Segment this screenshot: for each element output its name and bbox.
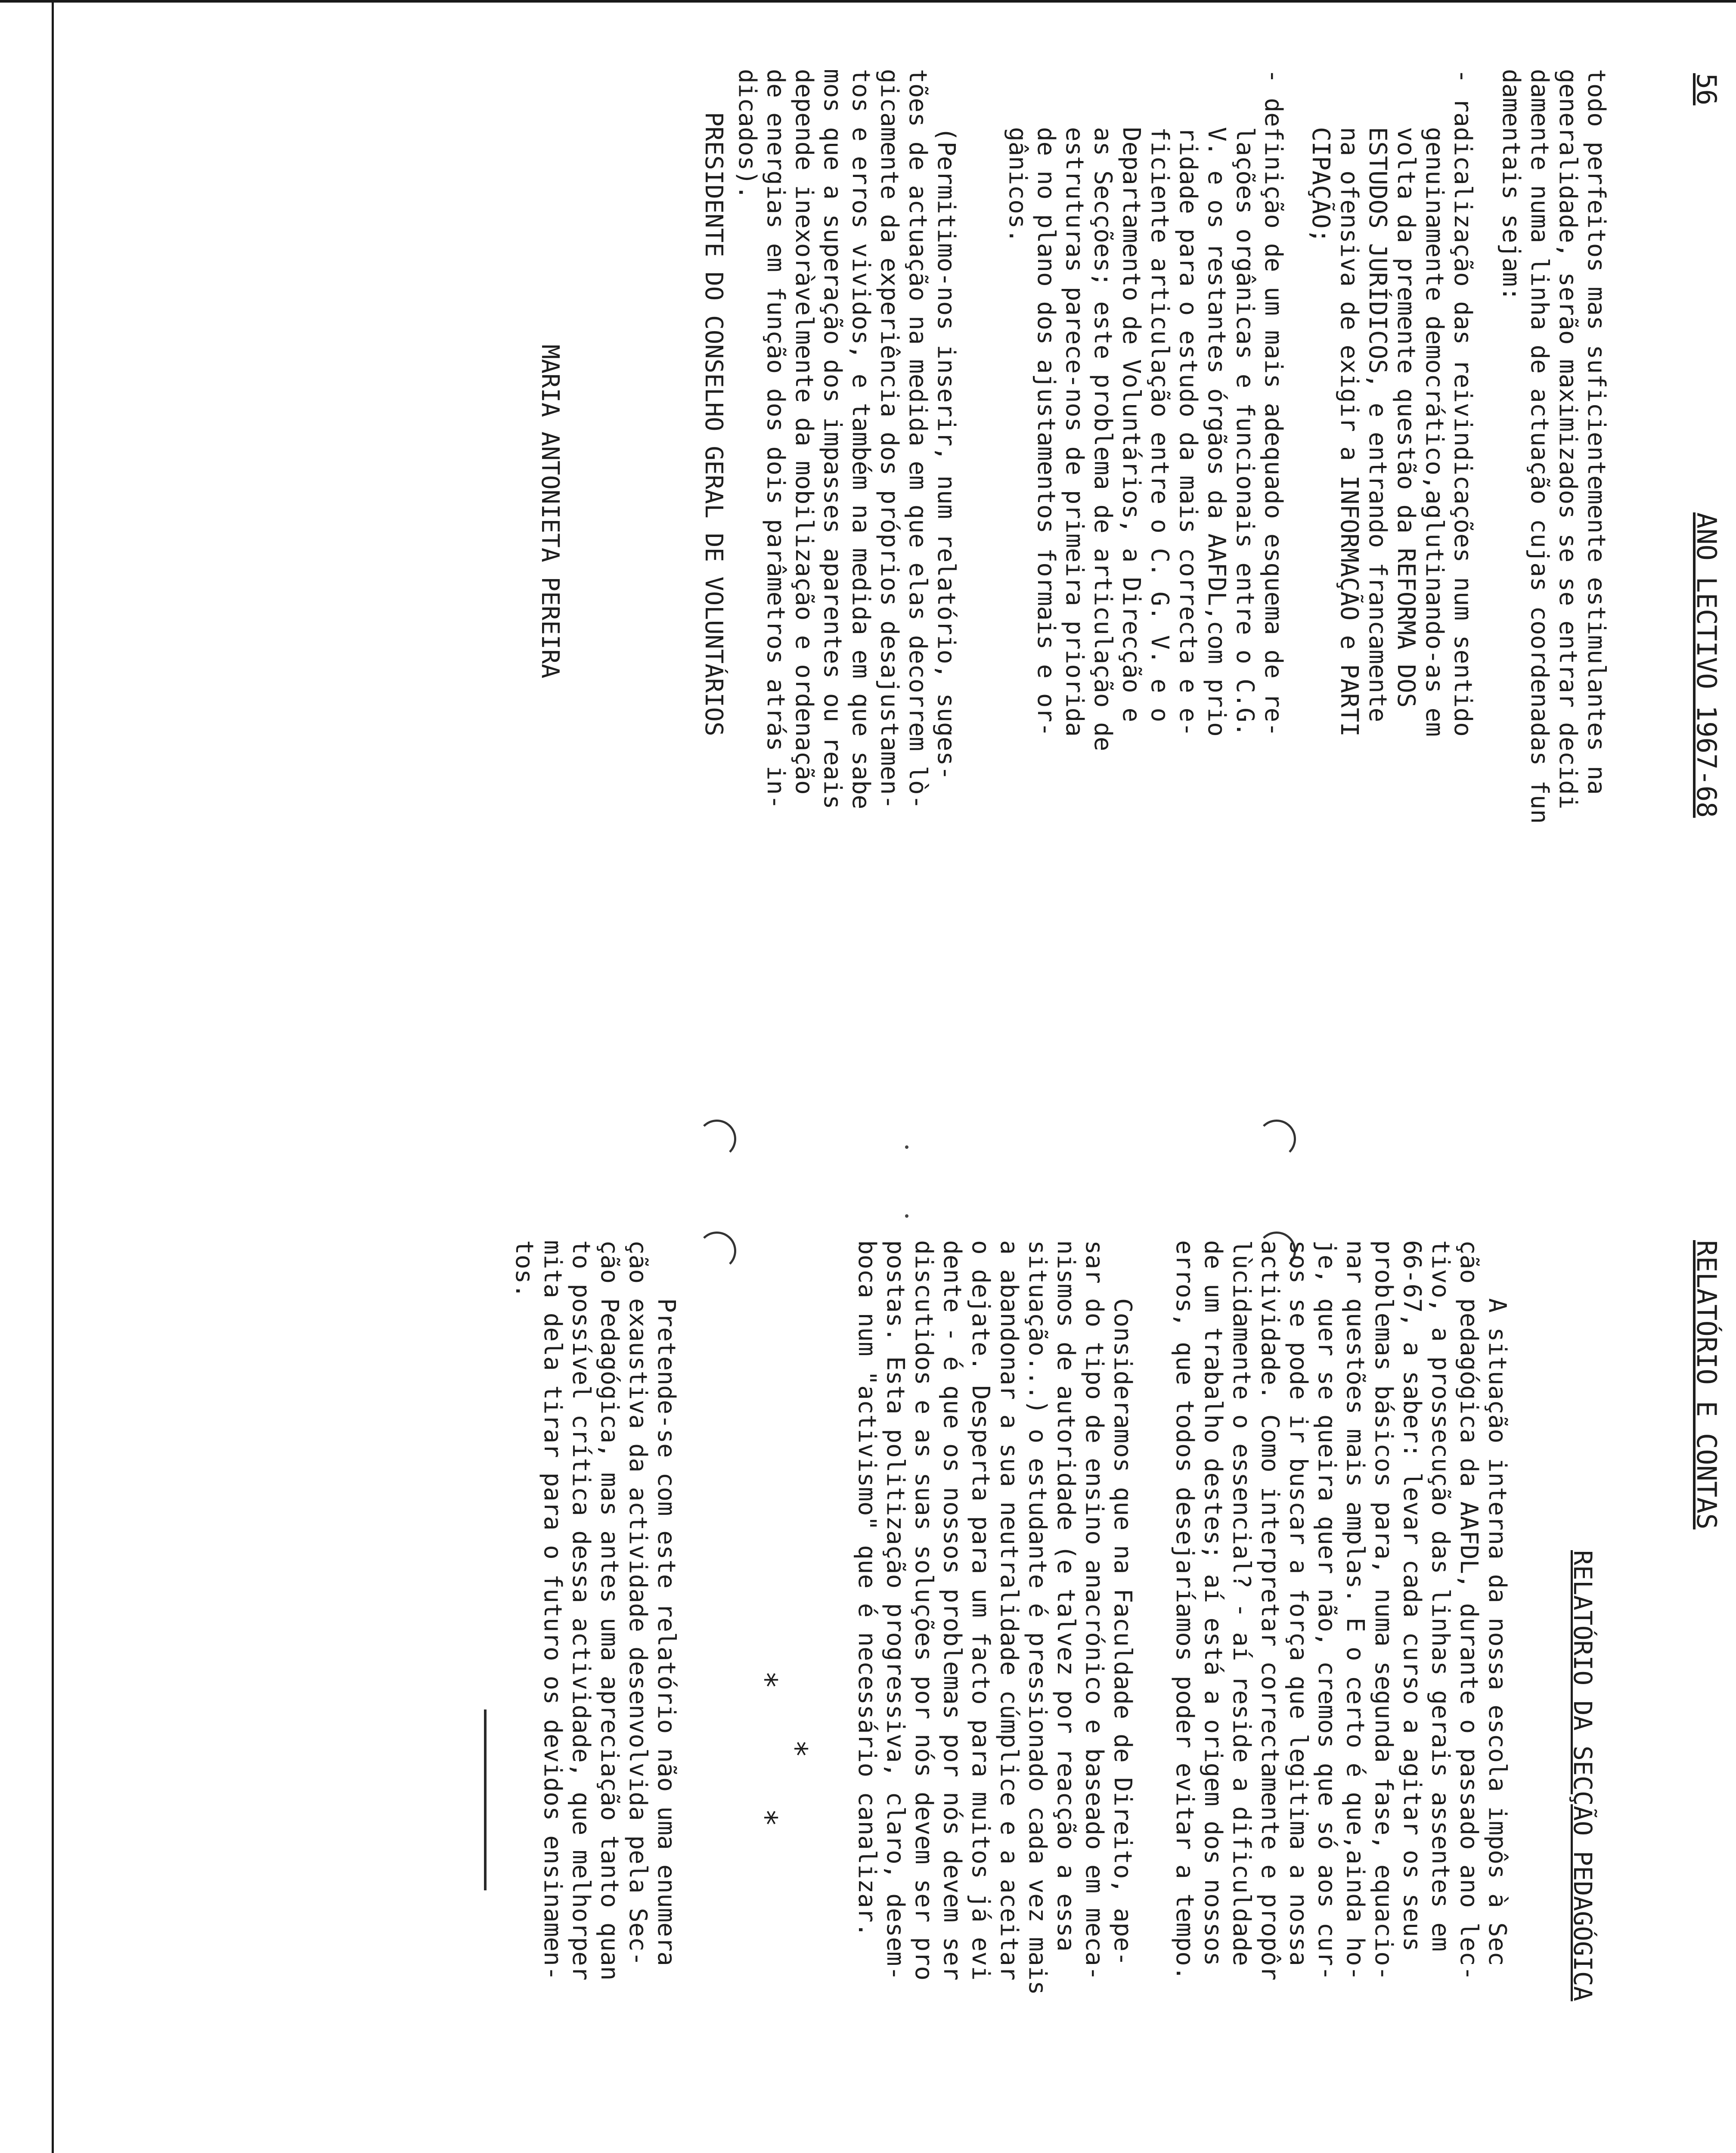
separator-star: *: [748, 1671, 784, 1689]
binding-hole-mark: [1257, 1120, 1296, 1158]
list-item-radicalization: - radicalização das reivindicações num sentido genuinamente democrático,aglutinando-as em volta da premente questão da REFORMA DOS ESTUDOS JURÍDICOS, e entrando francamente na ofensiva de exigir a INFORMAÇÃO e PARTI CIPAÇÃO;: [1307, 69, 1477, 737]
scanned-spread: [65, 17, 1727, 2153]
scan-speck: [905, 1145, 908, 1149]
page-header: [1675, 1214, 1727, 2153]
section-separator-stars: [748, 1671, 814, 1843]
scan-border-top: [0, 0, 1736, 3]
paragraph-note: (Permitimo-nos inserir, num relatório, suges- tões de actuação na medida em que elas decorrem lò- gicamente da experiência dos próprios desajustamen- tos e erros vividos, e também na medida em que sabe mos que a superação dos impasses aparentes ou reais depende inexoràvelmente da mobilização e ordenação de energias em função dos dois parâmetros atrás in- dicados).: [733, 69, 960, 810]
running-title: ANO LECTIVO 1967-68: [1691, 512, 1722, 818]
scan-border-left: [52, 0, 54, 2153]
page-number: 56: [1691, 73, 1722, 105]
paragraph-situation: A situação interna da nossa escola impôs à Sec ção pedagógica da AAFDL, durante o passado ano lec- tivo, a prossecução das linhas gerais assentes em 66-67, a saber: levar cada curso a agitar os seus problemas básicos para, numa segunda fase, equacio- nar questões mais amplas. E o certo é que,ainda ho- je, quer se queira quer não, cremos que só aos cur- sos se pode ir buscar a força que legitima a nossa actividade. Como interpretar correctamente e propôr lùcidamente o essencial? - aí reside a dificuldade de um trabalho destes; aí está a origem dos nossos erros, que todos desejaríamos poder evitar a tempo.: [1171, 1240, 1511, 1981]
separator-star: *: [748, 1809, 784, 1827]
page-57: [90, 1214, 1727, 2153]
signature-role: PRESIDENTE DO CONSELHO GERAL DE VOLUNTÁRIOS: [700, 112, 728, 736]
running-title: RELATÓRIO E CONTAS: [1691, 1240, 1722, 1529]
separator-star: *: [778, 1740, 814, 1758]
signature-name: MARIA ANTONIETA PEREIRA: [536, 344, 564, 679]
binding-hole-mark: [698, 1120, 736, 1158]
paragraph-intro: todo perfeitos mas suficientemente estimulantes na generalidade, serão maximizados se se entrar decidi damente numa linha de actuação cujas coordenadas fun damentais sejam:: [1497, 69, 1610, 824]
section-title: RELATÓRIO DA SECÇÃO PEDAGÓGICA: [1568, 1550, 1597, 2001]
list-item-definition: - definição de um mais adequado esquema de re- lações orgânicas e funcionais entre o C.G. V. e os restantes órgãos da AAFDL,com prio ridade para o estudo da mais correcta e e- ficiente articulação entre o C. G. V. e o Departamento de Voluntários, a Direcção e as Secções; este problema de articulação de estruturas parece-nos de primeira priorida de no plano dos ajustamentos formais e or- gânicos.: [1004, 69, 1287, 751]
page-56: [90, 17, 1727, 1094]
paragraph-purpose: Pretende-se com este relatório não uma enumera ção exaustiva da actividade desenvolvida pela Sec- ção Pedagógica, mas antes uma apreciação tanto quan to possível crítica dessa actividade, que melhorper mita dela tirar para o futuro os devidos ensinamen- tos.: [510, 1240, 680, 1981]
page-header: [1675, 17, 1727, 1094]
closing-rule: [484, 1709, 487, 1890]
paragraph-considerations: Consideramos que na Faculdade de Direito, ape- sar do tipo de ensino anacrónico e baseado em meca- nismos de autoridade (e talvez por reacção a essa situação...) o estudante é pressionado cada vez mais a abandonar a sua neutralidade cúmplice e a aceitar o dejate. Desperta para um facto para muitos já evi dente - é que os nossos problemas por nós devem ser discutidos e as suas soluções por nós devem ser pro postas. Esta politização progressiva, claro, desem- boca num "activismo" que é necessário canalizar.: [853, 1240, 1137, 1995]
